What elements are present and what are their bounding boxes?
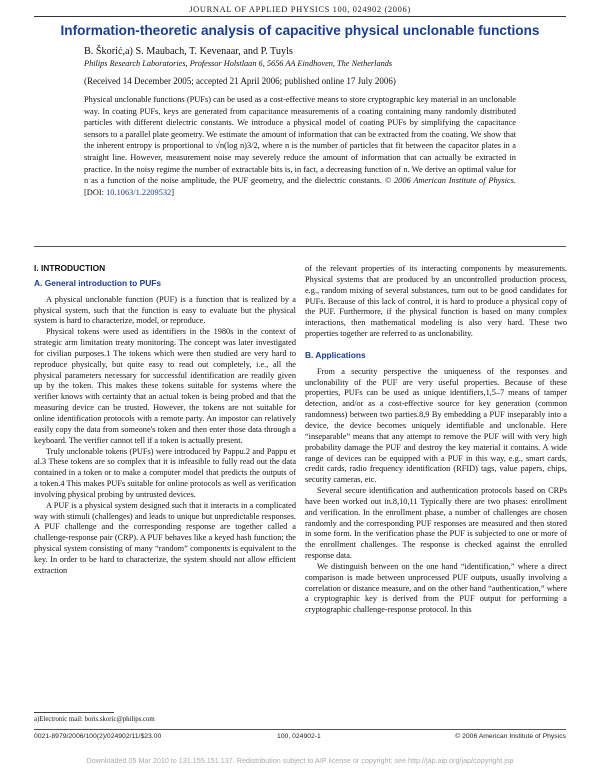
doi-suffix: ] bbox=[171, 187, 175, 197]
footer-page: 100, 024902-1 bbox=[277, 733, 321, 740]
footer-issn: 0021-8979/2006/100(2)/024902/11/$23.00 bbox=[34, 733, 162, 740]
abstract-rule bbox=[34, 246, 566, 247]
right-column bbox=[305, 264, 567, 616]
paper-title: Information-theoretic analysis of capacitive physical unclonable functions bbox=[60, 23, 540, 38]
paragraph: From a security perspective the uniqueness of the responses and unclonability of the PUF are very useful properties. Because of these properties, PUFs can be used as unique identifiers,1,5–7 means of tamper detection, and/or as a cost-effective source for key generation (common randomness) between two parties.8,9 By embedding a PUF inseparably into a device, the device becomes uniquely identifiable and unclonable. Here “inseparable” means that any attempt to remove the PUF will with very high probability damage the PUF and destroy the key material it contains. A wide range of devices can be equipped with a PUF in this way, e.g., smart cards, credit cards, radio frequency identification (RFID) tags, value papers, chips, security cameras, etc. bbox=[305, 366, 567, 485]
publication-dates: (Received 14 December 2005; accepted 21 April 2006; published online 17 July 2006) bbox=[84, 76, 396, 86]
footer-rule bbox=[34, 729, 566, 730]
paragraph: A physical unclonable function (PUF) is a function that is realized by a physical system, such that the function is easy to evaluate but the physical system is hard to characterize, model, or reproduce. bbox=[34, 294, 296, 326]
subsection-heading: B. Applications bbox=[305, 349, 366, 360]
subsection-heading: A. General introduction to PUFs bbox=[34, 277, 162, 288]
affiliation: Philips Research Laboratories, Professor Holstlaan 6, 5656 AA Eindhoven, The Netherlands bbox=[84, 59, 393, 68]
paragraph: Several secure identification and authentication protocols based on CRPs have been worked out in.8,10,11 Typically there are two phases: enrollment and verification. In the enrollment phase, a number of challenges are chosen randomly and the corresponding PUF responses are measured and then stored in some form. In the verification phase the PUF is subjected to one or more of the enrollment challenges. The response is checked against the enrolled response data. bbox=[305, 486, 567, 561]
paragraph-continuation: of the relevant properties of its interacting components by measurements. Physical systems that are produced by an uncontrolled production process, e.g., random mixing of several substances, turn out to be good candidates for PUFs. Because of this lack of control, it is hard to produce a physical copy of the PUF. Furthermore, if the physical function is based on many complex interactions, then mathematical modeling is also very hard. These two properties together are referred to as unclonability. bbox=[305, 264, 567, 339]
doi-prefix: [DOI: bbox=[84, 187, 107, 197]
left-column bbox=[34, 263, 296, 577]
footnote: a)Electronic mail: boris.skoric@philips.com bbox=[34, 716, 155, 723]
doi-link[interactable]: 10.1063/1.2209532 bbox=[106, 187, 172, 197]
footer-copyright: © 2006 American Institute of Physics bbox=[455, 733, 566, 740]
header-rule bbox=[34, 16, 566, 17]
paragraph: A PUF is a physical system designed such that it interacts in a complicated way with stimuli (challenges) and leads to unique but unpredictable responses. A PUF challenge and the corresponding response are together called a challenge-response pair (CRP). A PUF behaves like a keyed hash function; the physical system consisting of many “random” components is equivalent to the key. In order to be hard to characterize, the system should not allow efficient extraction bbox=[34, 500, 296, 575]
paragraph: We distinguish between on the one hand “identification,” where a direct comparison is made between unprocessed PUF outputs, usually involving a correlation or distance measure, and on the other hand “authentication,” where a cryptographic key is derived from the PUF output for performing a cryptographic challenge-response protocol. In this bbox=[305, 561, 567, 615]
footnote-rule bbox=[34, 712, 114, 713]
abstract bbox=[84, 94, 516, 198]
author-list: B. Škorić,a) S. Maubach, T. Kevenaar, and P. Tuyls bbox=[84, 46, 293, 57]
journal-header: JOURNAL OF APPLIED PHYSICS 100, 024902 (2006) bbox=[189, 4, 411, 14]
paragraph: Physical tokens were used as identifiers in the 1980s in the context of strategic arm limitation treaty monitoring. The concept was later investigated for civilian purposes.1 The tokens which were then studied are very hard to reproduce physically, but quite easy to read out completely, i.e., all the physical parameters necessary for successful identification are readily given up by the token. This makes these tokens suitable for systems where the verifier knows with certainty that an actual token is being probed and that the measuring device can be trusted. However, the tokens are not suitable for online identification protocols with a remote party. An impostor can relatively easily copy the data from someone's token and then enter those data through a keyboard. The verifier cannot tell if a token is actually present. bbox=[34, 327, 296, 445]
abstract-text: Physical unclonable functions (PUFs) can be used as a cost-effective means to store cryptographic key material in an unclonable way. In coating PUFs, keys are generated from capacitance measurements of a coating containing many randomly distributed particles with different dielectric constants. We introduce a physical model of coating PUFs by simplifying the capacitance sensors to a parallel plate geometry. We estimate the amount of information that can be extracted from the coating. We show that the inherent entropy is proportional to √n(log n)3/2, where n is the number of particles that fit between the capacitor plates in a straight line. However, measurement noise may severely reduce the amount of information that can actually be extracted in practice. In the noisy regime the number of extractable bits is, in fact, a decreasing function of n. We derive an optimal value for n as a function of the noise amplitude, the PUF geometry, and the dielectric constants. bbox=[84, 95, 516, 186]
copyright-note: © 2006 American Institute of Physics. bbox=[384, 176, 516, 186]
section-heading: I. INTRODUCTION bbox=[34, 263, 106, 273]
paragraph: Truly unclonable tokens (PUFs) were introduced by Pappu.2 and Pappu et al.3 These tokens are so complex that it is infeasible to fully read out the data contained in a token or to make a computer model that predicts the outputs of a token.4 This makes PUFs suitable for online protocols as well as verification involving physical probing by untrusted devices. bbox=[34, 446, 296, 499]
download-notice: Downloaded 05 Mar 2010 to 131.155.151.137. Redistribution subject to AIP license or copyright; see http://jap.aip.org/jap/copyright.jsp bbox=[86, 756, 514, 765]
